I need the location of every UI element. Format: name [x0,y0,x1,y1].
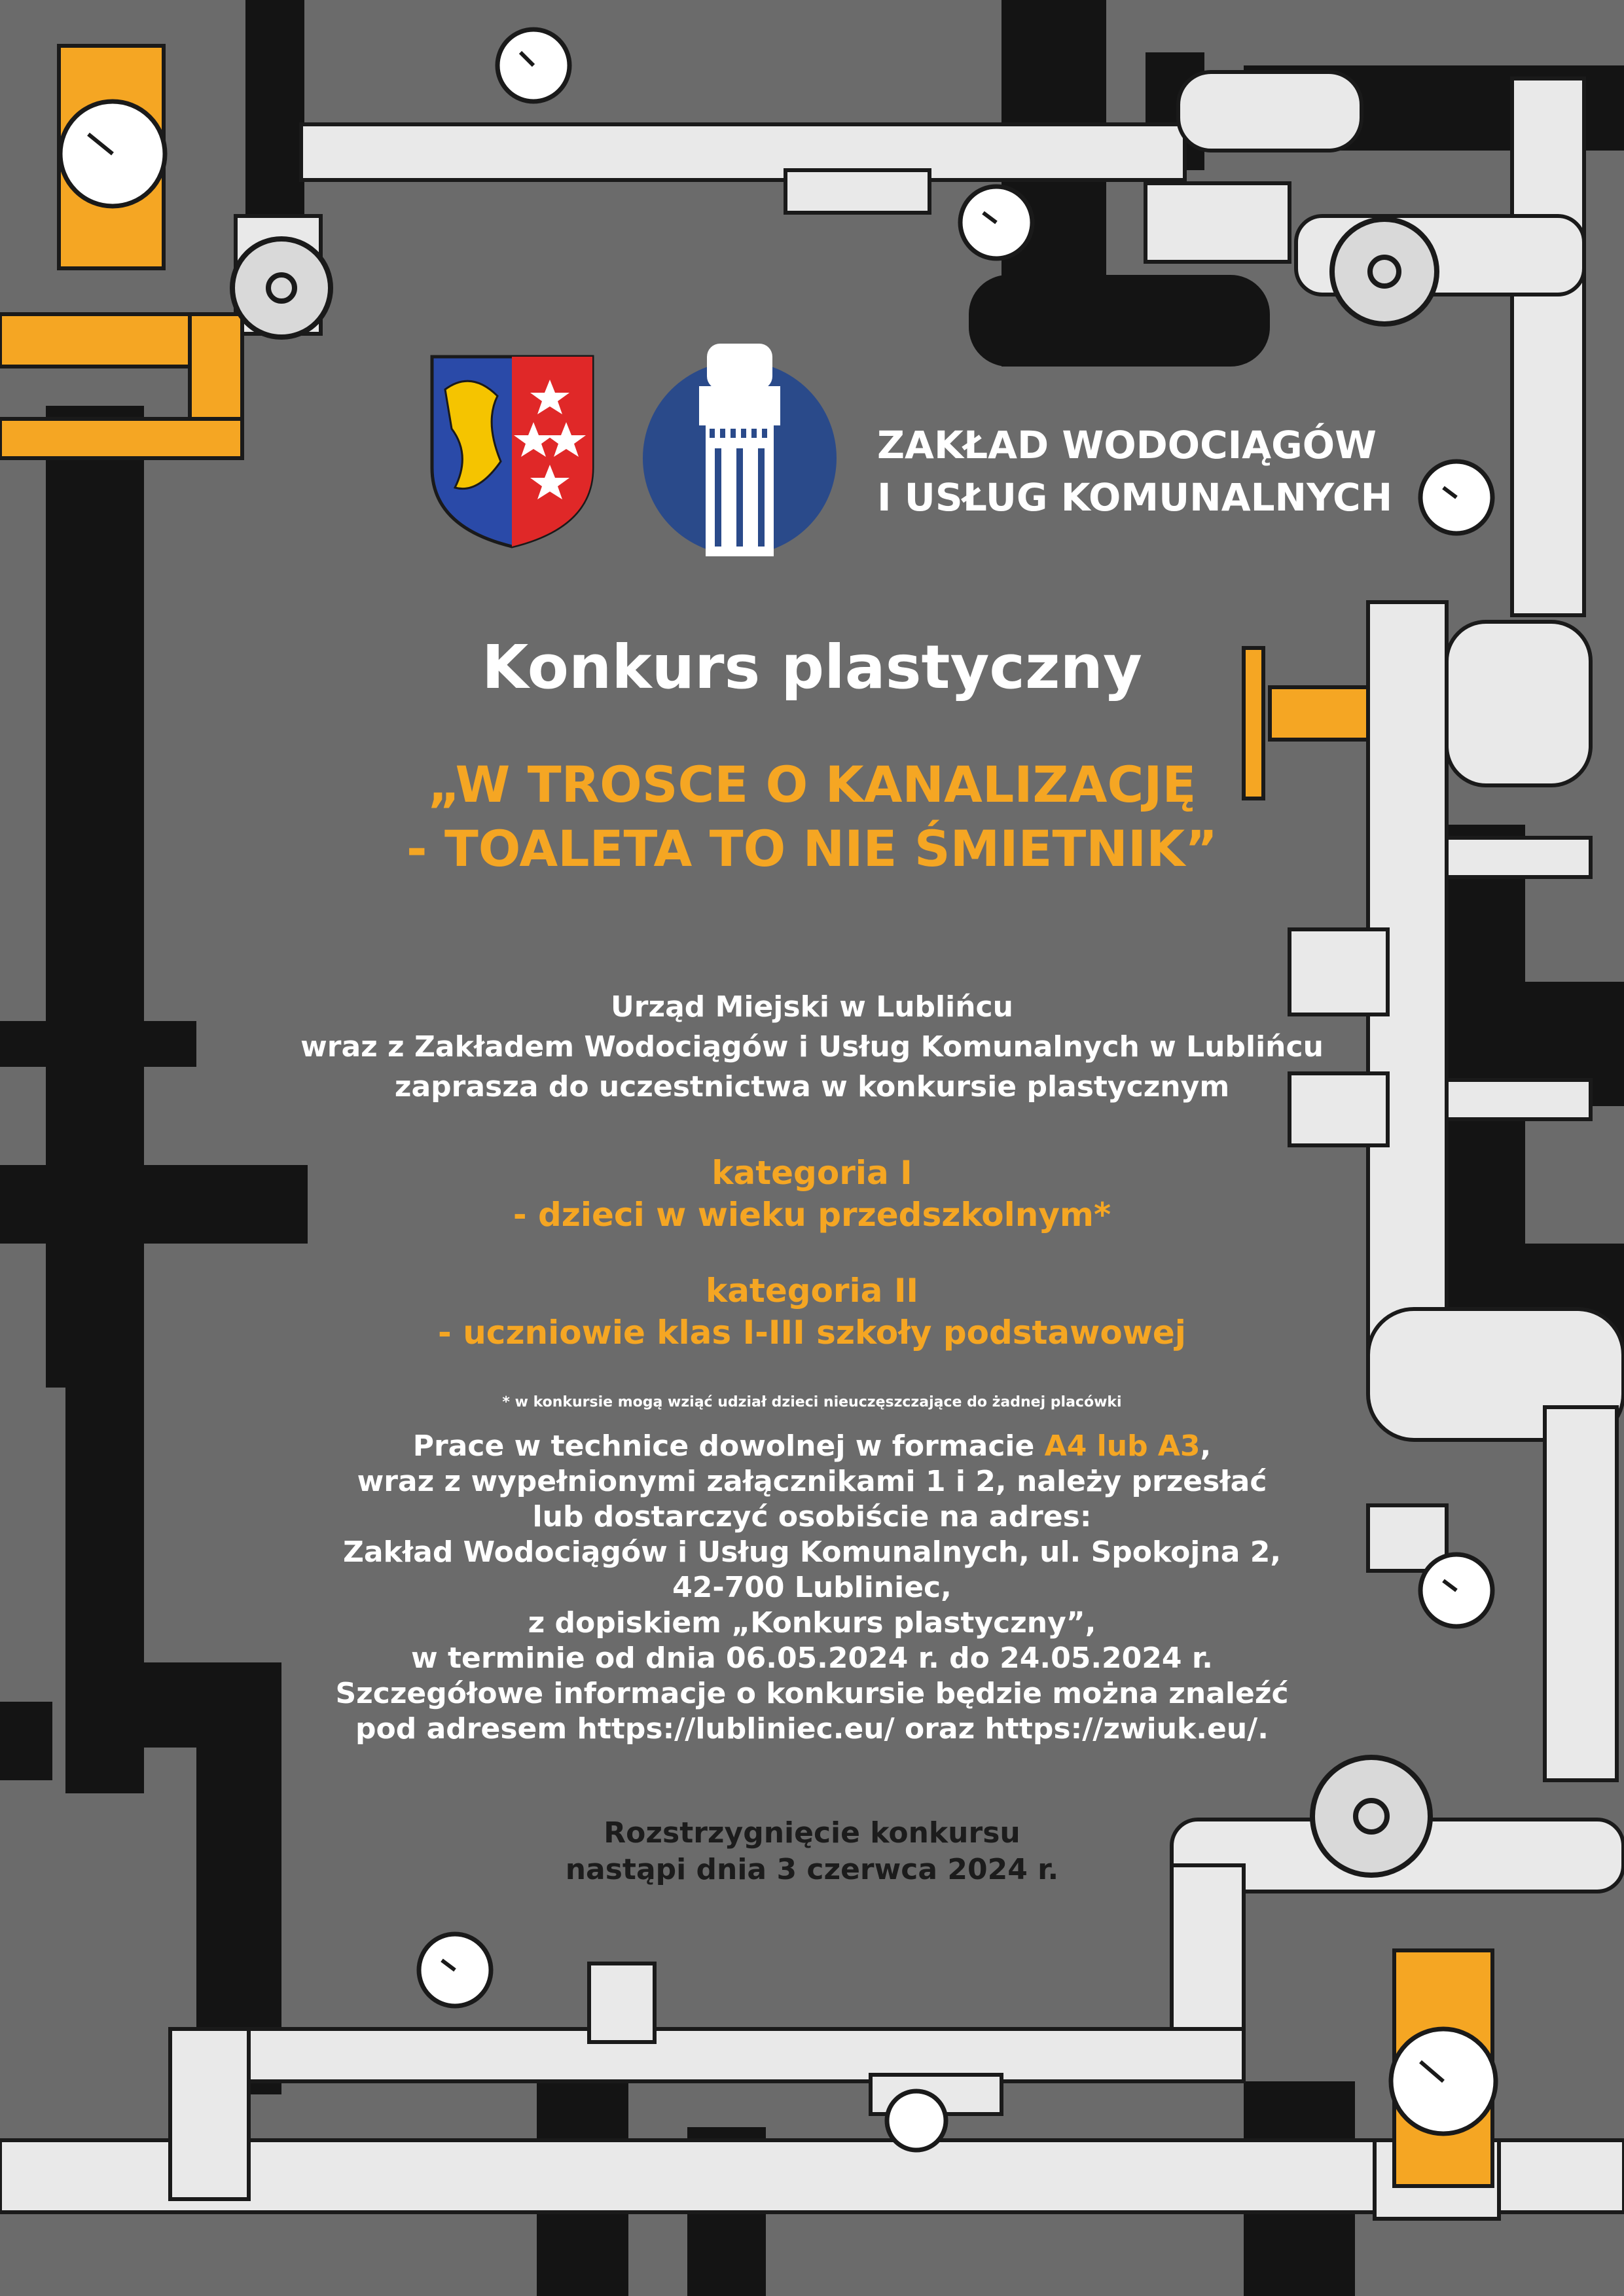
contest-subtitle-line2: - TOALETA TO NIE ŚMIETNIK” [406,819,1218,878]
paper-format-highlight: A4 lub A3 [1044,1429,1200,1463]
contest-title: Konkurs plastyczny [482,632,1142,702]
details-line9: pod adresem https://lubliniec.eu/ oraz https://zwiuk.eu/. [355,1712,1269,1746]
details-line7: w terminie od dnia 06.05.2024 r. do 24.05.2024 r. [411,1641,1213,1675]
intro-line3: zaprasza do uczestnictwa w konkursie plastycznym [394,1070,1230,1103]
submission-details [0,1429,1624,1747]
category-2-description: - uczniowie klas I-III szkoły podstawowej [438,1314,1186,1352]
details-line3: lub dostarczyć osobiście na adres: [532,1500,1092,1534]
organization-name-line2: I USŁUG KOMUNALNYCH [877,475,1393,520]
valve-wheel-icon [1332,219,1437,324]
category-1-label: kategoria I [712,1154,912,1192]
contest-subtitle-line1: „W TROSCE O KANALIZACJĘ [427,755,1197,814]
result-line1: Rozstrzygnięcie konkursu [604,1816,1020,1850]
contest-subtitle [0,753,1624,881]
details-line2: wraz z wypełnionymi załącznikami 1 i 2, należy przesłać [357,1465,1267,1498]
category-2 [0,1270,1624,1354]
details-line1-suffix: , [1200,1429,1212,1463]
intro-line1: Urząd Miejski w Lublińcu [611,990,1013,1024]
category-1 [0,1152,1624,1236]
intro-text [0,987,1624,1107]
details-line8: Szczegółowe informacje o konkursie będzie można znaleźć [335,1677,1289,1710]
valve-wheel-icon [232,239,331,337]
water-tower-logo-icon [641,337,838,556]
result-announcement [0,1815,1624,1888]
category-2-label: kategoria II [705,1272,919,1310]
footnote: * w konkursie mogą wziąć udział dzieci nieuczęszczające do żadnej placówki [502,1394,1122,1410]
result-line2: nastąpi dnia 3 czerwca 2024 r. [565,1853,1059,1886]
details-line1-prefix: Prace w technice dowolnej w formacie [412,1429,1045,1463]
organization-name-line1: ZAKŁAD WODOCIĄGÓW [877,423,1377,467]
organization-name [877,419,1392,524]
details-line4: Zakład Wodociągów i Usług Komunalnych, ul. Spokojna 2, [342,1535,1282,1569]
intro-line2: wraz z Zakładem Wodociągów i Usług Komunalnych w Lublińcu [300,1030,1324,1064]
details-line6: z dopiskiem „Konkurs plastyczny”, [528,1606,1096,1640]
coat-of-arms-icon [425,350,599,553]
category-1-description: - dzieci w wieku przedszkolnym* [513,1196,1111,1234]
details-line1 [0,1429,1624,1464]
pressure-gauge-icon [887,2091,946,2150]
details-line5: 42-700 Lubliniec, [672,1571,952,1604]
